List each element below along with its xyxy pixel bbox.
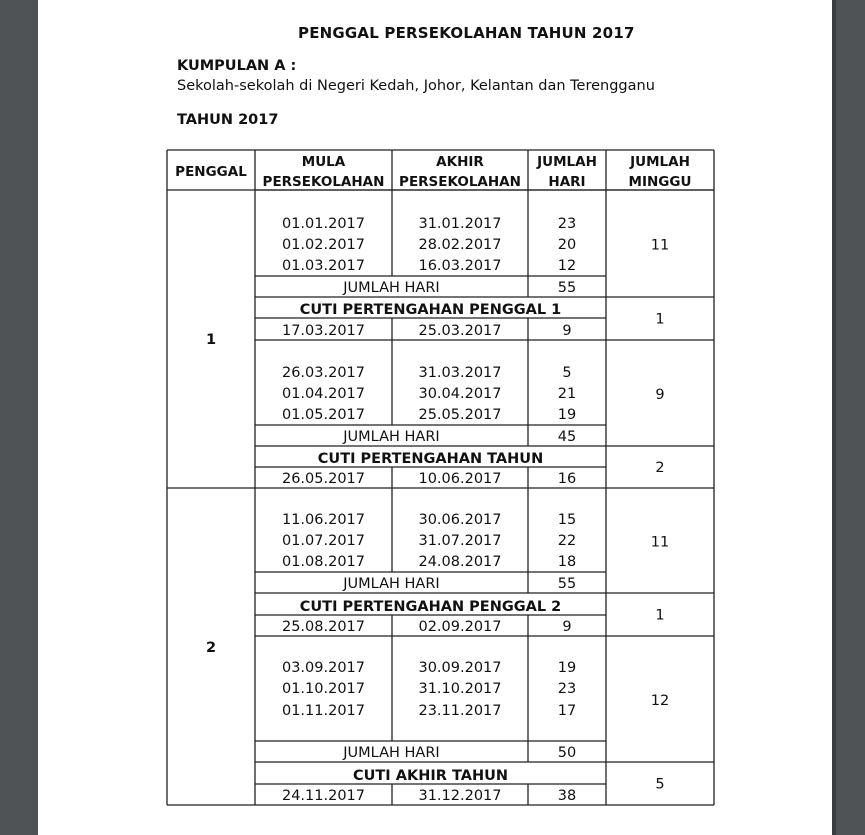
jumlah-hari-value: 45 [557,429,577,445]
cuti-end: 10.06.2017 [418,471,502,487]
date-start: 01.05.2017 [281,407,366,423]
jumlah-minggu-value: 12 [650,693,670,709]
header-jumlah-hari-2: HARI [548,174,586,190]
cuti-start: 25.08.2017 [281,619,366,635]
day-count: 23 [557,216,577,232]
cuti-label: CUTI PERTENGAHAN PENGGAL 1 [299,302,562,318]
cuti-end: 02.09.2017 [418,619,502,635]
jumlah-hari-label: JUMLAH HARI [343,576,440,592]
cuti-start: 24.11.2017 [281,788,366,804]
day-count: 18 [557,554,577,570]
jumlah-hari-value: 55 [557,576,577,592]
cuti-label: CUTI AKHIR TAHUN [353,768,508,784]
jumlah-minggu-value: 11 [650,237,670,254]
day-count: 12 [557,258,577,274]
date-end: 16.03.2017 [418,258,502,274]
jumlah-hari-value: 55 [557,280,577,296]
cuti-label: CUTI PERTENGAHAN PENGGAL 2 [299,599,562,615]
group-heading: KUMPULAN A : [177,58,297,74]
header-mula-2: PERSEKOLAHAN [262,174,385,190]
date-start: 01.11.2017 [281,703,366,719]
date-end: 31.07.2017 [418,533,502,549]
header-jumlah-minggu-2: MINGGU [628,174,692,190]
cuti-weeks: 1 [655,607,665,624]
cuti-days: 9 [562,323,572,339]
header-penggal: PENGGAL [175,164,247,180]
day-count: 5 [562,365,572,381]
cuti-end: 31.12.2017 [418,788,502,804]
cuti-days: 16 [557,471,577,487]
header-jumlah-minggu: JUMLAH [630,154,690,170]
date-end: 30.06.2017 [418,512,502,528]
jumlah-hari-label: JUMLAH HARI [343,280,440,296]
date-end: 23.11.2017 [418,703,502,719]
date-start: 03.09.2017 [281,660,366,676]
date-end: 31.01.2017 [418,216,502,232]
date-start: 01.07.2017 [281,533,366,549]
day-count: 15 [557,512,577,528]
jumlah-minggu-value: 9 [655,387,665,403]
year-heading: TAHUN 2017 [177,112,279,128]
date-end: 31.10.2017 [418,681,502,697]
day-count: 19 [557,407,577,423]
cuti-weeks: 5 [655,776,665,793]
jumlah-hari-label: JUMLAH HARI [343,745,440,761]
date-end: 30.09.2017 [418,660,502,676]
penggal-label: 2 [205,640,217,656]
date-end: 28.02.2017 [418,237,502,253]
date-start: 01.10.2017 [281,681,366,697]
day-count: 19 [557,660,577,676]
date-start: 01.08.2017 [281,554,366,570]
date-end: 24.08.2017 [418,554,502,570]
jumlah-hari-label: JUMLAH HARI [343,429,440,445]
day-count: 20 [557,237,577,253]
date-start: 26.03.2017 [281,365,366,381]
cuti-days: 38 [557,788,577,804]
day-count: 17 [557,703,577,719]
group-description: Sekolah-sekolah di Negeri Kedah, Johor, Kelantan dan Terengganu [177,78,655,94]
header-akhir: AKHIR [436,154,484,170]
header-mula: MULA [301,154,346,170]
header-akhir-2: PERSEKOLAHAN [399,174,521,190]
day-count: 22 [557,533,577,549]
date-end: 25.05.2017 [418,407,502,423]
cuti-days: 9 [562,619,572,635]
cuti-label: CUTI PERTENGAHAN TAHUN [317,451,544,467]
day-count: 21 [557,386,577,402]
jumlah-minggu-value: 11 [650,534,670,551]
date-start: 01.02.2017 [281,237,366,253]
day-count: 23 [557,681,577,697]
date-end: 30.04.2017 [418,386,502,402]
penggal-label: 1 [205,332,217,348]
cuti-end: 25.03.2017 [418,323,502,339]
cuti-weeks: 2 [655,460,665,476]
date-start: 01.04.2017 [281,386,366,402]
cuti-weeks: 1 [655,311,665,328]
date-start: 01.01.2017 [281,216,366,232]
document-title: PENGGAL PERSEKOLAHAN TAHUN 2017 [298,24,635,42]
header-jumlah-hari: JUMLAH [537,154,597,170]
jumlah-hari-value: 50 [557,745,577,761]
cuti-start: 17.03.2017 [281,323,366,339]
cuti-start: 26.05.2017 [281,471,366,487]
date-start: 11.06.2017 [281,512,366,528]
date-start: 01.03.2017 [281,258,366,274]
date-end: 31.03.2017 [418,365,502,381]
